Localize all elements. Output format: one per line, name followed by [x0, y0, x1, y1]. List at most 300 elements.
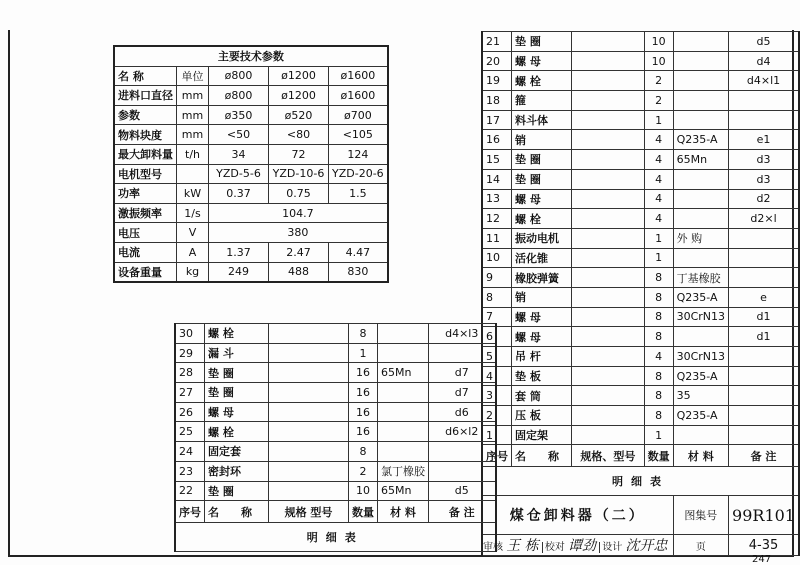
cell: d4: [729, 51, 799, 71]
table-row: [482, 386, 799, 406]
cell: 8: [644, 386, 673, 406]
check-signature: 谭劲: [568, 538, 597, 555]
cell: <50: [209, 125, 269, 145]
design-signature: 沈开忠: [625, 538, 668, 555]
cell: [269, 461, 349, 481]
drawing-title: 煤仓卸料器（二）: [482, 496, 673, 535]
cell: 8: [482, 287, 512, 307]
design-label: 设计: [599, 542, 622, 553]
cell: [269, 383, 349, 403]
cell: [729, 366, 799, 386]
table-row: [482, 71, 799, 91]
table-row: [175, 324, 496, 344]
cell: 1: [644, 248, 673, 268]
cell: 垫 圈: [205, 481, 269, 501]
table-row: [175, 343, 496, 363]
cell: 124: [329, 144, 388, 164]
cell: 830: [329, 262, 388, 282]
cell: 1.37: [209, 242, 269, 262]
table-row: [114, 66, 388, 86]
cell: [572, 209, 644, 229]
cell: 14: [482, 169, 512, 189]
table-row: [175, 363, 496, 383]
table-row: [482, 406, 799, 426]
cell: Q235-A: [673, 366, 728, 386]
cell: d7: [429, 363, 496, 383]
cell: [729, 386, 799, 406]
column-header: 备 注: [429, 501, 496, 523]
cell: 65Mn: [673, 150, 728, 170]
cell: 6: [482, 327, 512, 347]
cell: 单位: [177, 66, 209, 86]
cell: 2: [482, 406, 512, 426]
cell: 功率: [114, 184, 177, 204]
cell: 8: [644, 268, 673, 288]
cell: 1: [644, 110, 673, 130]
cell: 激振频率: [114, 203, 177, 223]
cell: <105: [329, 125, 388, 145]
cell: [572, 327, 644, 347]
table-row: [482, 287, 799, 307]
column-header: 材 料: [673, 445, 728, 467]
cell: 16: [349, 402, 378, 422]
cell: ø800: [209, 86, 269, 106]
cell: [673, 110, 728, 130]
cell: 12: [482, 209, 512, 229]
column-header: 名 称: [205, 501, 269, 523]
cell: d6: [429, 402, 496, 422]
cell: 26: [175, 402, 205, 422]
cell: 8: [644, 287, 673, 307]
cell: [572, 228, 644, 248]
cell: 吊 杆: [512, 347, 572, 367]
cell: 设备重量: [114, 262, 177, 282]
cell: 4: [482, 366, 512, 386]
merged-value: 380: [209, 223, 388, 243]
cell: [673, 248, 728, 268]
cell: [729, 425, 799, 445]
cell: [572, 386, 644, 406]
cell: 25: [175, 422, 205, 442]
cell: 垫 圈: [512, 169, 572, 189]
page-number: 247: [752, 554, 772, 565]
cell: 4: [644, 189, 673, 209]
cell: [673, 209, 728, 229]
table-row: [114, 223, 388, 243]
table-row: [482, 110, 799, 130]
cell: 2: [644, 91, 673, 111]
cell: 30CrN13: [673, 347, 728, 367]
cell: 4: [644, 169, 673, 189]
cell: [729, 268, 799, 288]
column-header: 名 称: [512, 445, 572, 467]
cell: [673, 189, 728, 209]
cell: [269, 363, 349, 383]
cell: Q235-A: [673, 130, 728, 150]
cell: 1/s: [177, 203, 209, 223]
cell: [729, 347, 799, 367]
cell: 最大卸料量: [114, 144, 177, 164]
table-caption: [482, 467, 799, 496]
cell: Q235-A: [673, 406, 728, 426]
cell: [177, 164, 209, 184]
check-label: 校对: [542, 542, 565, 553]
cell: mm: [177, 86, 209, 106]
cell: d7: [429, 383, 496, 403]
cell: 垫 圈: [512, 32, 572, 52]
cell: [572, 150, 644, 170]
cell: 17: [482, 110, 512, 130]
table-row: [114, 86, 388, 106]
cell: d2×l: [729, 209, 799, 229]
cell: [572, 110, 644, 130]
cell: 2: [644, 71, 673, 91]
cell: [572, 248, 644, 268]
table-row: [175, 442, 496, 462]
cell: 21: [482, 32, 512, 52]
cell: 电压: [114, 223, 177, 243]
cell: 8: [644, 406, 673, 426]
cell: 箍: [512, 91, 572, 111]
cell: YZD-20-6: [329, 164, 388, 184]
cell: [673, 71, 728, 91]
cell: 0.37: [209, 184, 269, 204]
table-row: [114, 203, 388, 223]
cell: 螺 栓: [512, 209, 572, 229]
cell: 销: [512, 287, 572, 307]
cell: 65Mn: [378, 481, 429, 501]
table-row: [482, 366, 799, 386]
cell: [673, 91, 728, 111]
cell: [729, 228, 799, 248]
cell: 垫 圈: [205, 363, 269, 383]
table-row: [175, 383, 496, 403]
cell: 249: [209, 262, 269, 282]
cell: 螺 母: [512, 51, 572, 71]
page-no: 4-35: [729, 535, 799, 556]
cell: 9: [482, 268, 512, 288]
cell: mm: [177, 125, 209, 145]
cell: 进料口直径: [114, 86, 177, 106]
cell: 13: [482, 189, 512, 209]
cell: 橡胶弹簧: [512, 268, 572, 288]
cell: 2: [349, 461, 378, 481]
parts-list-left: [174, 323, 497, 552]
cell: 密封环: [205, 461, 269, 481]
cell: 3: [482, 386, 512, 406]
cell: V: [177, 223, 209, 243]
cell: 30: [175, 324, 205, 344]
cell: [572, 130, 644, 150]
cell: [269, 422, 349, 442]
cell: d4×l1: [729, 71, 799, 91]
caption: 明细表: [175, 523, 496, 552]
cell: 2.47: [269, 242, 329, 262]
cell: [572, 347, 644, 367]
cell: 34: [209, 144, 269, 164]
cell: 10: [482, 248, 512, 268]
cell: e1: [729, 130, 799, 150]
cell: 8: [349, 324, 378, 344]
cell: 488: [269, 262, 329, 282]
cell: 28: [175, 363, 205, 383]
table-row: [482, 130, 799, 150]
cell: 8: [644, 366, 673, 386]
cell: 压 板: [512, 406, 572, 426]
cell: ø520: [269, 105, 329, 125]
cell: 固定套: [205, 442, 269, 462]
sign-row: [482, 535, 799, 556]
cell: [378, 442, 429, 462]
table-row: [482, 91, 799, 111]
cell: 螺 栓: [205, 422, 269, 442]
cell: 4: [644, 150, 673, 170]
table-row: [482, 150, 799, 170]
cell: [572, 51, 644, 71]
cell: 螺 母: [205, 402, 269, 422]
cell: Q235-A: [673, 287, 728, 307]
cell: [378, 422, 429, 442]
cell: 18: [482, 91, 512, 111]
cell: 8: [644, 327, 673, 347]
table-row: [114, 164, 388, 184]
cell: d4×l3: [429, 324, 496, 344]
cell: 16: [482, 130, 512, 150]
cell: ø1600: [329, 66, 388, 86]
cell: 65Mn: [378, 363, 429, 383]
cell: 22: [175, 481, 205, 501]
cell: 7: [482, 307, 512, 327]
cell: [673, 32, 728, 52]
parts-list-right: [481, 31, 800, 556]
cell: 4: [644, 209, 673, 229]
cell: 螺 栓: [205, 324, 269, 344]
cell: ø1200: [269, 66, 329, 86]
column-header: 序号: [482, 445, 512, 467]
cell: YZD-5-6: [209, 164, 269, 184]
table-row: [114, 105, 388, 125]
table-row: [114, 125, 388, 145]
cell: 10: [349, 481, 378, 501]
table-row: [482, 189, 799, 209]
cell: 10: [644, 51, 673, 71]
cell: 10: [644, 32, 673, 52]
cell: [673, 327, 728, 347]
cell: 电流: [114, 242, 177, 262]
cell: [429, 461, 496, 481]
cell: 4.47: [329, 242, 388, 262]
review-label: 审核: [483, 542, 503, 554]
cell: 1: [349, 343, 378, 363]
cell: 销: [512, 130, 572, 150]
cell: 24: [175, 442, 205, 462]
cell: 1.5: [329, 184, 388, 204]
cell: 活化锥: [512, 248, 572, 268]
cell: 8: [349, 442, 378, 462]
cell: 72: [269, 144, 329, 164]
cell: <80: [269, 125, 329, 145]
column-header: 数量: [349, 501, 378, 523]
cell: [729, 406, 799, 426]
column-header: 数量: [644, 445, 673, 467]
cell: [429, 343, 496, 363]
cell: d5: [729, 32, 799, 52]
cell: ø700: [329, 105, 388, 125]
cell: 0.75: [269, 184, 329, 204]
cell: 固定架: [512, 425, 572, 445]
cell: 1: [482, 425, 512, 445]
cell: ø350: [209, 105, 269, 125]
cell: 螺 母: [512, 189, 572, 209]
cell: 29: [175, 343, 205, 363]
cell: [673, 169, 728, 189]
cell: 16: [349, 422, 378, 442]
cell: kW: [177, 184, 209, 204]
cell: [378, 343, 429, 363]
table-row: [175, 481, 496, 501]
cell: [572, 169, 644, 189]
cell: 外 购: [673, 228, 728, 248]
cell: [269, 324, 349, 344]
table-row: [175, 461, 496, 481]
cell: [729, 110, 799, 130]
cell: [269, 442, 349, 462]
cell: 垫 圈: [205, 383, 269, 403]
signatures: [482, 535, 673, 556]
cell: 料斗体: [512, 110, 572, 130]
table-header: [482, 445, 799, 467]
cell: d6×l2: [429, 422, 496, 442]
cell: [729, 91, 799, 111]
tech-params-table: [113, 45, 389, 283]
table-row: [175, 402, 496, 422]
cell: d1: [729, 327, 799, 347]
table-row: [482, 425, 799, 445]
cell: d3: [729, 169, 799, 189]
cell: [378, 324, 429, 344]
table-row: [482, 228, 799, 248]
table-row: [482, 32, 799, 52]
cell: 30CrN13: [673, 307, 728, 327]
cell: 8: [644, 307, 673, 327]
review-signature: 王 栋: [506, 538, 539, 555]
cell: 参数: [114, 105, 177, 125]
column-header: 规格、型号: [572, 445, 644, 467]
cell: d3: [729, 150, 799, 170]
atlas-label: 图集号: [673, 496, 728, 535]
table-row: [482, 209, 799, 229]
cell: A: [177, 242, 209, 262]
cell: ø800: [209, 66, 269, 86]
cell: 23: [175, 461, 205, 481]
cell: 1: [644, 425, 673, 445]
cell: 套 筒: [512, 386, 572, 406]
cell: [269, 481, 349, 501]
cell: [673, 51, 728, 71]
table-row: [175, 422, 496, 442]
cell: 螺 母: [512, 307, 572, 327]
title-row: [482, 496, 799, 535]
cell: [269, 402, 349, 422]
cell: ø1200: [269, 86, 329, 106]
cell: 4: [644, 347, 673, 367]
cell: 电机型号: [114, 164, 177, 184]
table-row: [114, 242, 388, 262]
cell: [572, 189, 644, 209]
cell: 4: [644, 130, 673, 150]
cell: 16: [349, 363, 378, 383]
cell: 1: [644, 228, 673, 248]
cell: 16: [349, 383, 378, 403]
table-caption: [175, 523, 496, 552]
column-header: 序号: [175, 501, 205, 523]
cell: [572, 366, 644, 386]
table-row: [482, 347, 799, 367]
cell: 名 称: [114, 66, 177, 86]
atlas-number: 99R101: [729, 496, 799, 535]
cell: [729, 248, 799, 268]
table-row: [482, 307, 799, 327]
table-row: [114, 184, 388, 204]
cell: 物料块度: [114, 125, 177, 145]
cell: [572, 425, 644, 445]
cell: d5: [429, 481, 496, 501]
page-label: 页: [673, 535, 728, 556]
cell: [572, 307, 644, 327]
cell: d1: [729, 307, 799, 327]
merged-value: 104.7: [209, 203, 388, 223]
cell: YZD-10-6: [269, 164, 329, 184]
cell: 垫 板: [512, 366, 572, 386]
cell: 螺 栓: [512, 71, 572, 91]
cell: 振动电机: [512, 228, 572, 248]
cell: 漏 斗: [205, 343, 269, 363]
cell: [269, 343, 349, 363]
cell: [572, 71, 644, 91]
cell: 5: [482, 347, 512, 367]
cell: kg: [177, 262, 209, 282]
table-row: [482, 169, 799, 189]
cell: [378, 383, 429, 403]
cell: 氯丁橡胶: [378, 461, 429, 481]
cell: 35: [673, 386, 728, 406]
cell: ø1600: [329, 86, 388, 106]
cell: [572, 406, 644, 426]
cell: 垫 圈: [512, 150, 572, 170]
cell: e: [729, 287, 799, 307]
cell: [378, 402, 429, 422]
cell: [572, 287, 644, 307]
cell: [572, 91, 644, 111]
table-row: [114, 262, 388, 282]
caption: 明细表: [482, 467, 799, 496]
cell: 15: [482, 150, 512, 170]
cell: 19: [482, 71, 512, 91]
cell: [572, 268, 644, 288]
cell: 11: [482, 228, 512, 248]
cell: mm: [177, 105, 209, 125]
table-row: [114, 144, 388, 164]
cell: t/h: [177, 144, 209, 164]
table-header: [175, 501, 496, 523]
cell: 27: [175, 383, 205, 403]
column-header: 备 注: [729, 445, 799, 467]
table-row: [482, 327, 799, 347]
table-row: [482, 51, 799, 71]
column-header: 规格 型号: [269, 501, 349, 523]
cell: [673, 425, 728, 445]
cell: 螺 母: [512, 327, 572, 347]
